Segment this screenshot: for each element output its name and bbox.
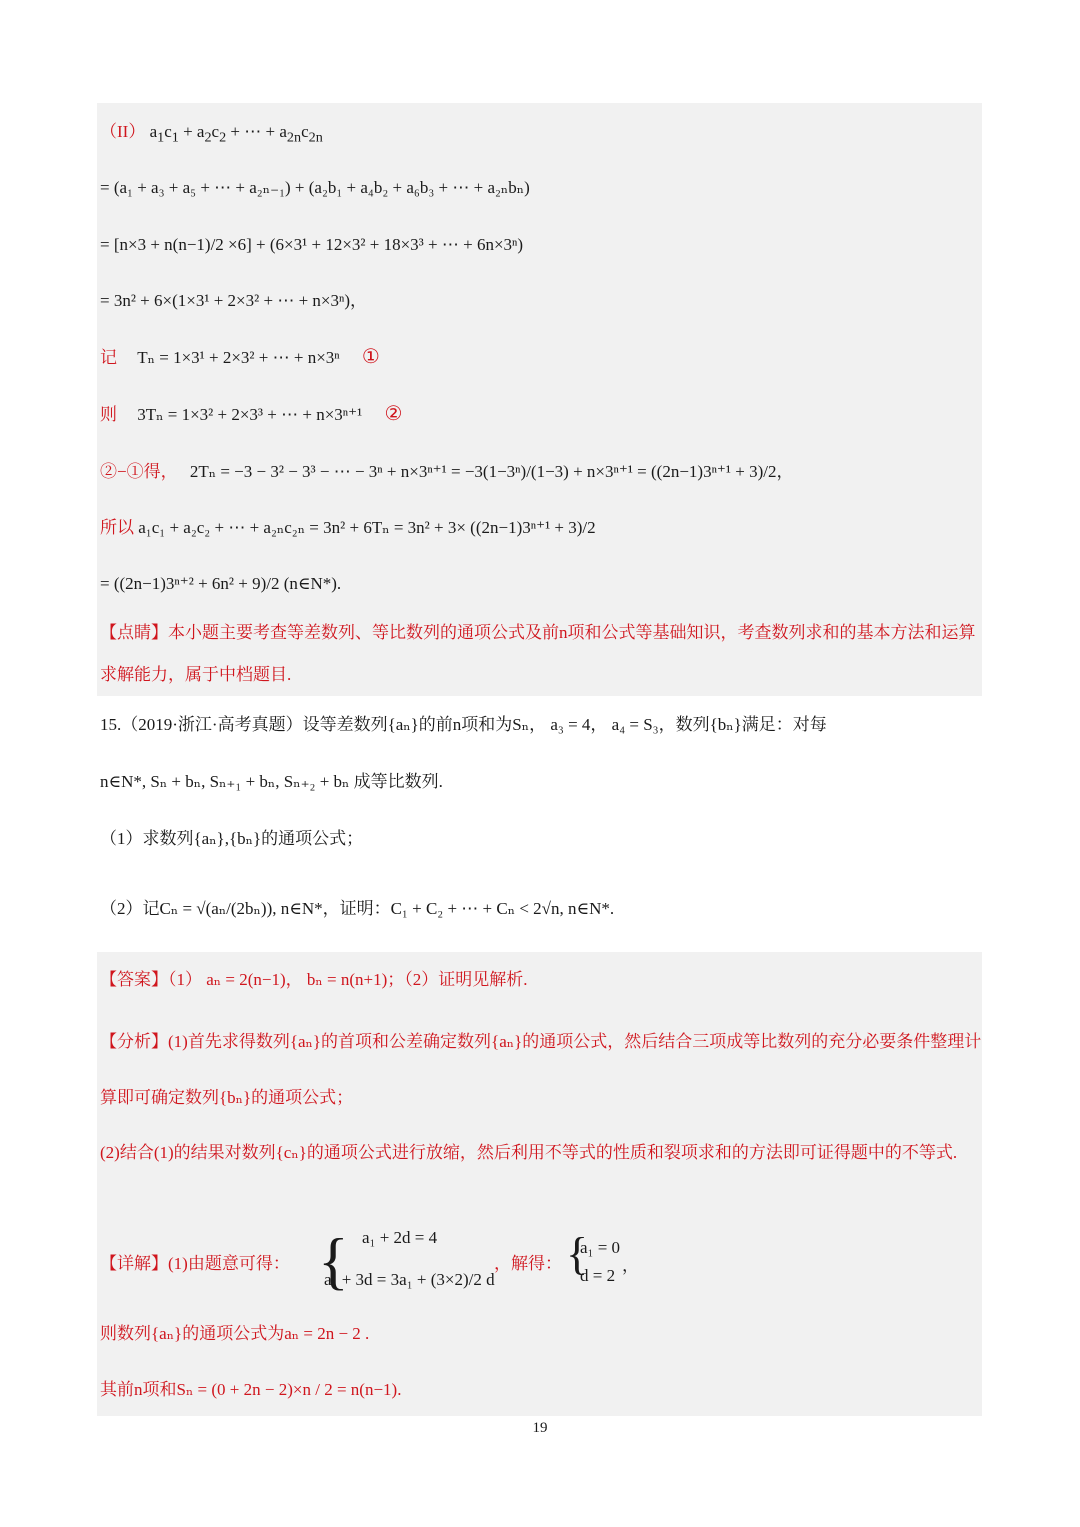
- analysis-text-1: (1)首先求得数列{aₙ}的首项和公差确定数列{aₙ}的通项公式，然后结合三项成等比数列的充分必要条件整理计算即可确定数列{bₙ}的通项公式；: [100, 1032, 982, 1107]
- part-ii-line-2: = [n×3 + n(n−1)/2 ×6] + (6×3¹ + 12×3² + 18×3³ + ⋯ + 6n×3ⁿ): [100, 235, 524, 254]
- comment-text: 本小题主要考查等差数列、等比数列的通项公式及前n项和公式等基础知识，考查数列求和的基本方法和运算求解能力，属于中档题目.: [100, 623, 976, 684]
- circled-two-mark: ②: [384, 403, 403, 425]
- problem-15-line-2: n∈N*, Sₙ + bₙ, Sₙ₊₁ + bₙ, Sₙ₊₂ + bₙ 成等比数列.: [100, 772, 443, 791]
- detail-line-2: 则数列{aₙ}的通项公式为aₙ = 2n − 2 .: [100, 1324, 370, 1343]
- part-ii-line-7: [100, 516, 596, 540]
- part-ii-line-0: （II） $a_1c_1 + a_2c_2$ + ⋯ + $a_{2n}c_{2n}$: [100, 122, 323, 146]
- part-ii-line-5: [100, 402, 402, 427]
- line-4-formula: Tₙ = 1×3¹ + 2×3² + ⋯ + n×3ⁿ: [137, 348, 340, 367]
- detail-line-3: 其前n项和Sₙ = (0 + 2n − 2)×n / 2 = n(n−1).: [100, 1380, 402, 1399]
- line-5-formula: 3Tₙ = 1×3² + 2×3³ + ⋯ + n×3ⁿ⁺¹: [137, 405, 363, 424]
- equation-2: a₁ + 3d = 3a₁ + (3×2)/2 d: [324, 1270, 495, 1289]
- part-ii-line-1: = (a₁ + a₃ + a₅ + ⋯ + a₂ₙ₋₁) + (a₂b₁ + a₄b₂ + a₆b₃ + ⋯ + a₂ₙbₙ): [100, 178, 530, 197]
- analysis-paragraph-1: [100, 1014, 982, 1126]
- line-5-label: 则: [100, 405, 117, 424]
- detail-lead-text: (1)由题意可得：: [168, 1254, 290, 1273]
- part-ii-line-4: [100, 345, 380, 370]
- problem-15-question-2: （2）记Cₙ = √(aₙ/(2bₙ)), n∈N*，证明：C₁ + C₂ + ⋯ + Cₙ < 2√n, n∈N*.: [100, 899, 615, 918]
- problem-15-question-1: （1）求数列{aₙ},{bₙ}的通项公式；: [100, 829, 364, 848]
- part-ii-line-8: = ((2n−1)3ⁿ⁺² + 6n² + 9)/2 (n∈N*).: [100, 574, 342, 593]
- comment-paragraph: [100, 612, 982, 696]
- solution-2: d = 2: [580, 1266, 616, 1285]
- answer-tag: 【答案】: [100, 970, 168, 989]
- analysis-tag: 【分析】: [100, 1032, 168, 1051]
- analysis-paragraph-2: (2)结合(1)的结果对数列{cₙ}的通项公式进行放缩，然后利用不等式的性质和裂项求和的方法即可证得题中的不等式.: [100, 1143, 958, 1162]
- solution-end: ，: [622, 1256, 639, 1275]
- part-ii-line-6: [100, 460, 793, 484]
- line-7-formula: a₁c₁ + a₂c₂ + ⋯ + a₂ₙc₂ₙ = 3n² + 6Tₙ = 3n² + 3× ((2n−1)3ⁿ⁺¹ + 3)/2: [138, 518, 596, 537]
- detail-tag: 【详解】: [100, 1254, 168, 1273]
- line-6-label: ②−①得，: [100, 462, 178, 481]
- problem-15-line-1: 15.（2019·浙江·高考真题）设等差数列{aₙ}的前n项和为Sₙ， a₃ = 4， a₄ = S₃，数列{bₙ}满足：对每: [100, 715, 827, 734]
- page-number: 19: [532, 1420, 548, 1436]
- circled-one-mark: ①: [361, 346, 380, 368]
- detail-lead: [100, 1252, 290, 1276]
- left-brace: {: [318, 1225, 349, 1296]
- solution-brace: {: [566, 1228, 589, 1279]
- equation-1: a₁ + 2d = 4: [362, 1228, 438, 1247]
- line-7-label: 所以: [100, 518, 134, 537]
- solved-label: ，解得：: [494, 1254, 562, 1273]
- solution-1: a₁ = 0: [580, 1238, 621, 1257]
- comment-tag: 【点睛】: [100, 623, 168, 642]
- answer-text: （1） aₙ = 2(n−1)， bₙ = n(n+1)；（2）证明见解析.: [168, 970, 528, 989]
- answer-line: [100, 968, 528, 992]
- line-4-label: 记: [100, 348, 117, 367]
- line-6-formula: 2Tₙ = −3 − 3² − 3³ − ⋯ − 3ⁿ + n×3ⁿ⁺¹ = −3(1−3ⁿ)/(1−3) + n×3ⁿ⁺¹ = ((2n−1)3ⁿ⁺¹ + 3)/2，: [189, 462, 794, 481]
- part-ii-line-3: = 3n² + 6×(1×3¹ + 2×3² + ⋯ + n×3ⁿ)，: [100, 291, 368, 310]
